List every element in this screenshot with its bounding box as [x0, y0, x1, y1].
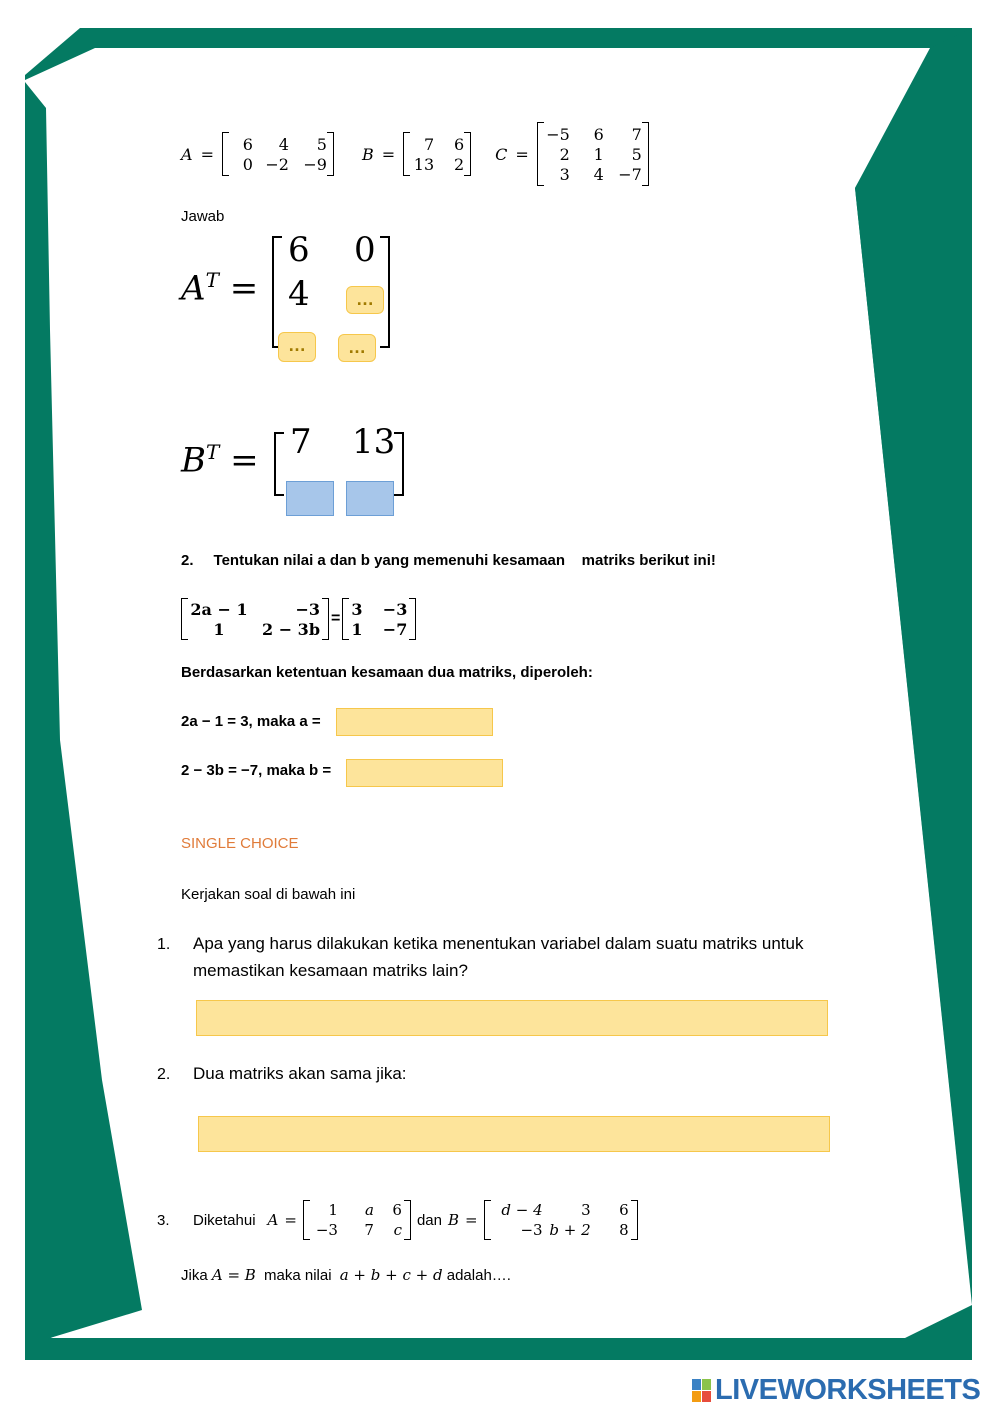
- sc-q3-matrix-B: [484, 1200, 638, 1240]
- matrix-C-cell: −7: [618, 164, 642, 184]
- q2-equation: [181, 598, 416, 640]
- sc-q3-B-cell: 6: [619, 1201, 629, 1219]
- sc-q3-B-cell: d − 4: [501, 1201, 543, 1219]
- q2-left-cell: 1: [213, 619, 225, 639]
- sc-q3-end: adalah….: [446, 1267, 511, 1284]
- transpose-b-cell: 13: [352, 422, 396, 462]
- matrix-B: [403, 132, 471, 176]
- matrix-A-cell: −9: [303, 154, 327, 174]
- answer-input-b22[interactable]: [346, 481, 394, 516]
- matrix-A-cell: −2: [265, 154, 289, 174]
- sc-q2-number: 2.: [157, 1066, 171, 1083]
- answer-input-sc-q2[interactable]: [198, 1116, 830, 1152]
- equals-sign: =: [515, 144, 529, 164]
- sc-q3-expr: a + b + c + d: [339, 1266, 443, 1284]
- matrix-B-cell: 13: [413, 154, 435, 174]
- matrix-C-cell: −5: [546, 124, 570, 144]
- transpose-a-label: $A^T$ =: [181, 268, 259, 309]
- sc-q3-A-cell: 6: [392, 1201, 402, 1219]
- sc-q1-line1: Apa yang harus dilakukan ketika menentukan variabel dalam suatu matriks untuk: [193, 934, 804, 953]
- transpose-a-base: A: [181, 268, 206, 309]
- sc-q3-cond: A = B: [211, 1266, 256, 1284]
- sc-q3-B-cell: 8: [619, 1221, 629, 1239]
- sc-q3-jika: Jika: [181, 1267, 208, 1284]
- liveworksheets-logo: [692, 1374, 980, 1407]
- bracket-right: [394, 432, 404, 496]
- sc-q3-B-cell: 3: [581, 1201, 591, 1219]
- matrix-A-cell: 4: [278, 134, 289, 154]
- matrix-B-cell: 6: [453, 134, 465, 154]
- matrix-A-name: A: [181, 144, 193, 164]
- matrix-A-cell: 0: [242, 154, 253, 174]
- matrix-B-cell: 2: [453, 154, 465, 174]
- sc-q3-and: dan: [416, 1211, 442, 1229]
- answer-input-a21[interactable]: …: [346, 286, 384, 314]
- matrix-C: [537, 122, 649, 186]
- matrix-C-cell: 3: [559, 164, 570, 184]
- transpose-b-cell: 7: [290, 422, 312, 462]
- answer-input-b[interactable]: [346, 759, 503, 787]
- answer-input-sc-q1[interactable]: [196, 1000, 828, 1036]
- sc-q3-A-cell: c: [393, 1221, 402, 1239]
- logo-icon: [692, 1379, 711, 1402]
- q2-left-cell: 2a − 1: [190, 599, 248, 619]
- sc-q3-A-label: A: [267, 1211, 279, 1229]
- matrix-C-name: C: [495, 144, 508, 164]
- matrix-C-cell: 1: [593, 144, 604, 164]
- answer-input-a31[interactable]: …: [278, 332, 316, 362]
- matrix-C-cell: 2: [559, 144, 570, 164]
- logo-text: LIVEWORKSHEETS: [715, 1374, 981, 1406]
- matrix-A-cell: 5: [316, 134, 327, 154]
- q2-right-cell: 3: [351, 599, 363, 619]
- sc-q3-A-cell: 7: [364, 1221, 374, 1239]
- matrix-C-cell: 4: [593, 164, 604, 184]
- transpose-a-cell: 6: [288, 230, 310, 270]
- q2-number: 2.: [181, 552, 194, 569]
- matrix-definitions: [181, 122, 649, 186]
- sc-q3-B-label: B: [448, 1211, 460, 1229]
- matrix-B-cell: 7: [423, 134, 435, 154]
- matrix-A-cell: 6: [242, 134, 253, 154]
- sc-q1-number: 1.: [157, 936, 171, 953]
- answer-input-b21[interactable]: [286, 481, 334, 516]
- answer-input-a32[interactable]: …: [338, 334, 376, 362]
- transpose-a-cell: 0: [354, 230, 376, 270]
- sc-q3-A-cell: −3: [315, 1221, 338, 1239]
- matrix-A: [222, 132, 334, 176]
- sc-q2-text: Dua matriks akan sama jika:: [193, 1064, 407, 1083]
- single-choice-instruction: Kerjakan soal di bawah ini: [181, 886, 356, 903]
- sc-q3-known: Diketahui: [193, 1211, 256, 1229]
- sc-q3-B-cell: −3: [520, 1221, 543, 1239]
- single-choice-heading: SINGLE CHOICE: [181, 835, 299, 852]
- equals-sign: =: [465, 1211, 478, 1229]
- q2-left-cell: −3: [295, 599, 320, 619]
- bracket-left: [272, 236, 282, 348]
- transpose-b-base: B: [181, 440, 206, 481]
- sc-q3-maka: maka nilai: [264, 1267, 332, 1284]
- q2-right-matrix: [342, 598, 416, 640]
- transpose-a-matrix: [272, 230, 392, 357]
- transpose-b-sup: T: [206, 440, 220, 464]
- q2-line-a: 2a − 1 = 3, maka a =: [181, 713, 321, 730]
- transpose-a-sup: T: [205, 268, 219, 292]
- q2-right-cell: −7: [382, 619, 408, 639]
- answer-input-a[interactable]: [336, 708, 493, 736]
- equals-sign: =: [381, 144, 396, 164]
- q2-statement: Berdasarkan ketentuan kesamaan dua matriks, diperoleh:: [181, 664, 593, 681]
- q2-left-matrix: [181, 598, 329, 640]
- sc-q1-line2: memastikan kesamaan matriks lain?: [193, 961, 468, 980]
- q2-right-cell: −3: [382, 599, 408, 619]
- sc-q3-A-cell: 1: [328, 1201, 338, 1219]
- matrix-C-cell: 5: [631, 144, 642, 164]
- matrix-C-cell: 7: [631, 124, 642, 144]
- sc-q3-statement: [193, 1200, 638, 1240]
- jawab-label: Jawab: [181, 208, 225, 225]
- q2-line-b: 2 − 3b = −7, maka b =: [181, 762, 332, 779]
- equals-sign: =: [200, 144, 214, 164]
- q2-right-cell: 1: [351, 619, 363, 639]
- matrix-B-name: B: [361, 144, 374, 164]
- sc-q3-number: 3.: [157, 1212, 170, 1229]
- q2-left-cell: 2 − 3b: [262, 619, 320, 639]
- sc-q3-A-cell: a: [365, 1201, 374, 1219]
- sc-q3-B-cell: b + 2: [549, 1221, 591, 1239]
- transpose-b-label: $B^T$ =: [181, 440, 259, 481]
- q2-equals: =: [331, 610, 341, 627]
- q2-text: Tentukan nilai a dan b yang memenuhi kesamaan matriks berikut ini!: [213, 552, 716, 569]
- q2-title: [181, 552, 716, 569]
- sc-q3-matrix-A: [303, 1200, 411, 1240]
- equals-sign: =: [284, 1211, 297, 1229]
- transpose-a-cell: 4: [288, 274, 310, 314]
- sc-q3-condition: [181, 1266, 511, 1284]
- bracket-left: [274, 432, 284, 496]
- matrix-C-cell: 6: [593, 124, 604, 144]
